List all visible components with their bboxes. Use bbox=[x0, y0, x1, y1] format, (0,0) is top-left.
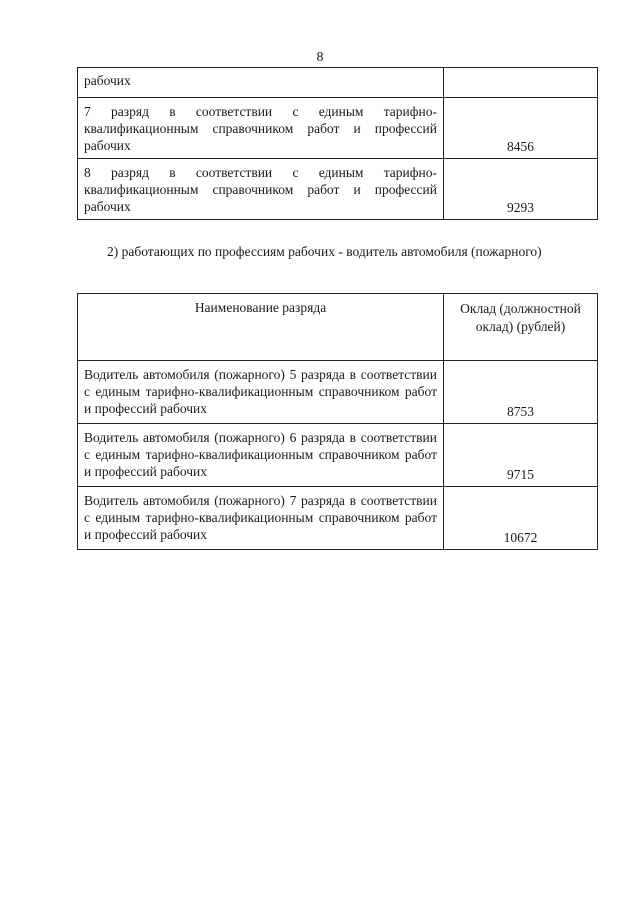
grade-name-cell: Водитель автомобиля (пожарного) 5 разряда в соответствии с единым тарифно-квалификационным справочником работ и профессий рабочих bbox=[78, 361, 444, 424]
grade-name-cell: Водитель автомобиля (пожарного) 7 разряда в соответствии с единым тарифно-квалификационным справочником работ и профессий рабочих bbox=[78, 487, 444, 550]
salary-table-continued bbox=[77, 67, 598, 220]
salary-value-cell bbox=[444, 68, 598, 98]
table-header-row bbox=[78, 294, 598, 361]
driver-salary-table bbox=[77, 293, 598, 550]
salary-value-cell: 8456 bbox=[444, 98, 598, 159]
column-header-salary: Оклад (должностной оклад) (рублей) bbox=[444, 294, 598, 361]
table-row bbox=[78, 424, 598, 487]
grade-name-cell: 7 разряд в соответствии с единым тарифно-квалификационным справочником работ и профессий рабочих bbox=[78, 98, 444, 159]
table-row bbox=[78, 68, 598, 98]
table-row bbox=[78, 159, 598, 220]
grade-name-cell: 8 разряд в соответствии с единым тарифно-квалификационным справочником работ и профессий рабочих bbox=[78, 159, 444, 220]
salary-value-cell: 9715 bbox=[444, 424, 598, 487]
table-row bbox=[78, 361, 598, 424]
page-number: 8 bbox=[316, 50, 324, 65]
column-header-grade: Наименование разряда bbox=[78, 294, 444, 361]
grade-name-cell: Водитель автомобиля (пожарного) 6 разряда в соответствии с единым тарифно-квалификационным справочником работ и профессий рабочих bbox=[78, 424, 444, 487]
section-paragraph: 2) работающих по профессиям рабочих - водитель автомобиля (пожарного) bbox=[107, 244, 542, 259]
grade-name-cell: рабочих bbox=[78, 68, 444, 98]
salary-value-cell: 10672 bbox=[444, 487, 598, 550]
salary-value-cell: 8753 bbox=[444, 361, 598, 424]
table-row bbox=[78, 487, 598, 550]
table-row bbox=[78, 98, 598, 159]
salary-value-cell: 9293 bbox=[444, 159, 598, 220]
